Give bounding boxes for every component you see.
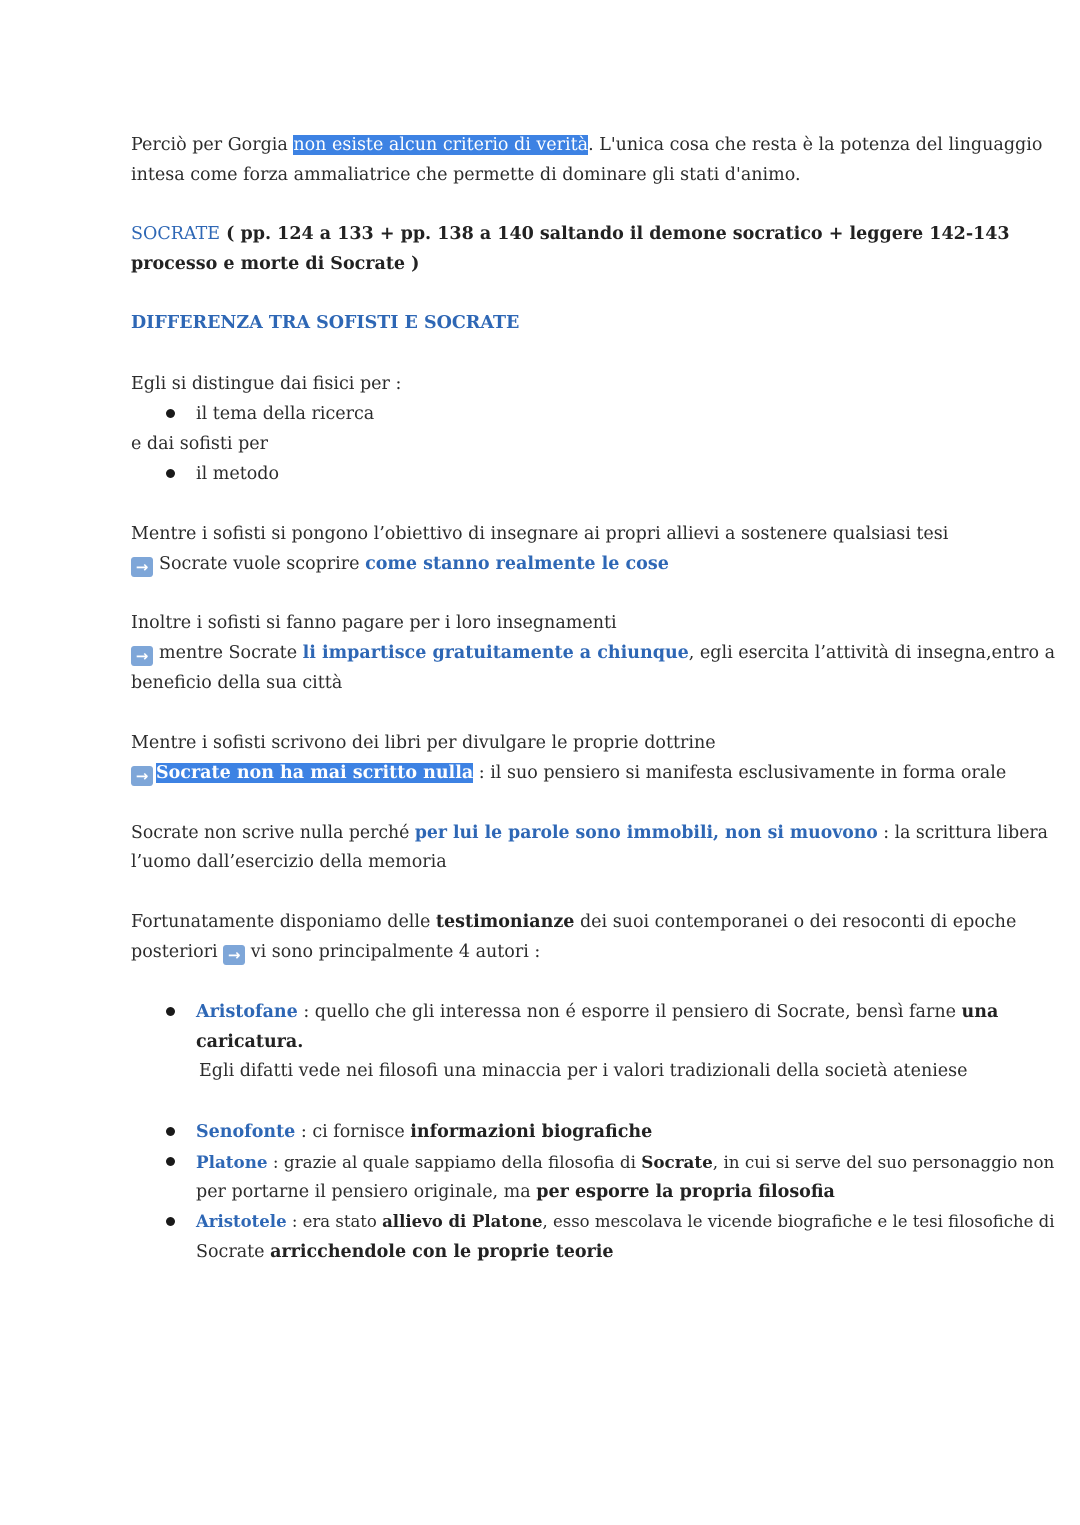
text: Socrate vuole scoprire bbox=[159, 554, 366, 574]
text: : quello che gli interessa non é esporre il pensiero di Socrate, bensì farne bbox=[297, 1002, 962, 1022]
arrow-right-icon: → bbox=[131, 646, 153, 666]
bold-text: allievo di Platone bbox=[382, 1212, 543, 1231]
author-name: Aristofane bbox=[196, 1002, 298, 1022]
bullet-item: il tema della ricerca bbox=[196, 404, 375, 424]
bold-text: arricchendole con le proprie teorie bbox=[270, 1242, 614, 1262]
bold-text: Socrate bbox=[641, 1152, 713, 1172]
text: : grazie al quale sappiamo della filosofia di bbox=[267, 1152, 642, 1172]
author-aristofane-line-3: Egli difatti vede nei filosofi una minaccia per i valori tradizionali della società ateniese bbox=[199, 1061, 968, 1081]
emphasis-text: per lui le parole sono immobili, non si muovono bbox=[414, 823, 878, 843]
text: , in cui si serve del suo personaggio non bbox=[712, 1152, 1055, 1172]
author-aristotele bbox=[196, 1209, 1054, 1235]
author-name: Aristotele bbox=[196, 1212, 287, 1231]
bullet-item: il metodo bbox=[196, 464, 280, 484]
socrate-pages: ( pp. 124 a 133 + pp. 138 a 140 saltando il demone socratico + leggere 142-143 bbox=[220, 224, 1010, 244]
text: : ci fornisce bbox=[295, 1122, 411, 1142]
highlighted-text: non esiste alcun criterio di verità bbox=[293, 135, 589, 155]
comparison-2-line-3: beneficio della sua città bbox=[131, 673, 343, 693]
emphasis-text: come stanno realmente le cose bbox=[365, 554, 669, 574]
comparison-1-line-2 bbox=[131, 551, 669, 577]
text: Perciò per Gorgia bbox=[131, 135, 294, 155]
gorgia-line-1 bbox=[131, 132, 1042, 158]
arrow-right-icon: → bbox=[223, 945, 245, 965]
arrow-right-icon: → bbox=[131, 766, 153, 786]
author-name: Platone bbox=[196, 1152, 268, 1172]
comparison-3-line-2 bbox=[131, 760, 1006, 786]
author-senofonte bbox=[196, 1119, 652, 1145]
socrate-title: SOCRATE bbox=[131, 224, 221, 244]
comparison-2-line-2 bbox=[131, 640, 1055, 666]
bold-text: testimonianze bbox=[435, 912, 575, 932]
testimonianze-line-2 bbox=[131, 939, 540, 965]
text: : era stato bbox=[286, 1212, 383, 1231]
comparison-1-line-1: Mentre i sofisti si pongono l’obiettivo di insegnare ai propri allievi a sostenere qualsiasi tesi bbox=[131, 524, 949, 544]
bold-text: per esporre la propria filosofia bbox=[536, 1182, 835, 1202]
text: dei suoi contemporanei o dei resoconti di epoche bbox=[574, 912, 1017, 932]
highlighted-text: Socrate non ha mai scritto nulla bbox=[156, 763, 474, 783]
section-title: DIFFERENZA TRA SOFISTI E SOCRATE bbox=[131, 313, 520, 333]
text: Socrate bbox=[196, 1242, 271, 1262]
comparison-4-line-1 bbox=[131, 820, 1048, 846]
text: vi sono principalmente 4 autori : bbox=[245, 942, 541, 962]
bullet-dot bbox=[166, 409, 175, 418]
bullet-dot bbox=[166, 1157, 175, 1166]
text: : il suo pensiero si manifesta esclusivamente in forma orale bbox=[473, 763, 1007, 783]
socrate-heading bbox=[131, 221, 1010, 247]
text: , esso mescolava le vicende biografiche e le tesi filosofiche di bbox=[542, 1212, 1055, 1231]
comparison-4-line-2: l’uomo dall’esercizio della memoria bbox=[131, 852, 447, 872]
author-aristotele-line-2 bbox=[196, 1239, 614, 1265]
text: Fortunatamente disponiamo delle bbox=[131, 912, 436, 932]
distingue-line-2: e dai sofisti per bbox=[131, 434, 269, 454]
text: , egli esercita l’attività di insegna,entro a bbox=[688, 643, 1056, 663]
author-platone bbox=[196, 1149, 1054, 1175]
text: : la scrittura libera bbox=[877, 823, 1048, 843]
bullet-dot bbox=[166, 1127, 175, 1136]
author-aristofane-line-2: caricatura. bbox=[196, 1032, 304, 1052]
bold-text: informazioni biografiche bbox=[410, 1122, 653, 1142]
bullet-dot bbox=[166, 1217, 175, 1226]
text: posteriori bbox=[131, 942, 224, 962]
text: mentre Socrate bbox=[159, 643, 303, 663]
emphasis-text: li impartisce gratuitamente a chiunque bbox=[302, 643, 689, 663]
gorgia-line-2: intesa come forza ammaliatrice che permette di dominare gli stati d'animo. bbox=[131, 165, 801, 185]
comparison-3-line-1: Mentre i sofisti scrivono dei libri per divulgare le proprie dottrine bbox=[131, 733, 716, 753]
author-name: Senofonte bbox=[196, 1122, 296, 1142]
distingue-line-1: Egli si distingue dai fisici per : bbox=[131, 374, 402, 394]
bullet-dot bbox=[166, 1007, 175, 1016]
text: . L'unica cosa che resta è la potenza del linguaggio bbox=[588, 135, 1043, 155]
bold-text: una bbox=[961, 1002, 999, 1022]
socrate-pages-line-2: processo e morte di Socrate ) bbox=[131, 254, 420, 274]
arrow-right-icon: → bbox=[131, 557, 153, 577]
author-aristofane bbox=[196, 999, 998, 1025]
text: Socrate non scrive nulla perché bbox=[131, 823, 415, 843]
author-platone-line-2 bbox=[196, 1179, 835, 1205]
testimonianze-line-1 bbox=[131, 909, 1016, 935]
comparison-2-line-1: Inoltre i sofisti si fanno pagare per i loro insegnamenti bbox=[131, 613, 617, 633]
text: per portarne il pensiero originale, ma bbox=[196, 1182, 537, 1202]
bullet-dot bbox=[166, 469, 175, 478]
